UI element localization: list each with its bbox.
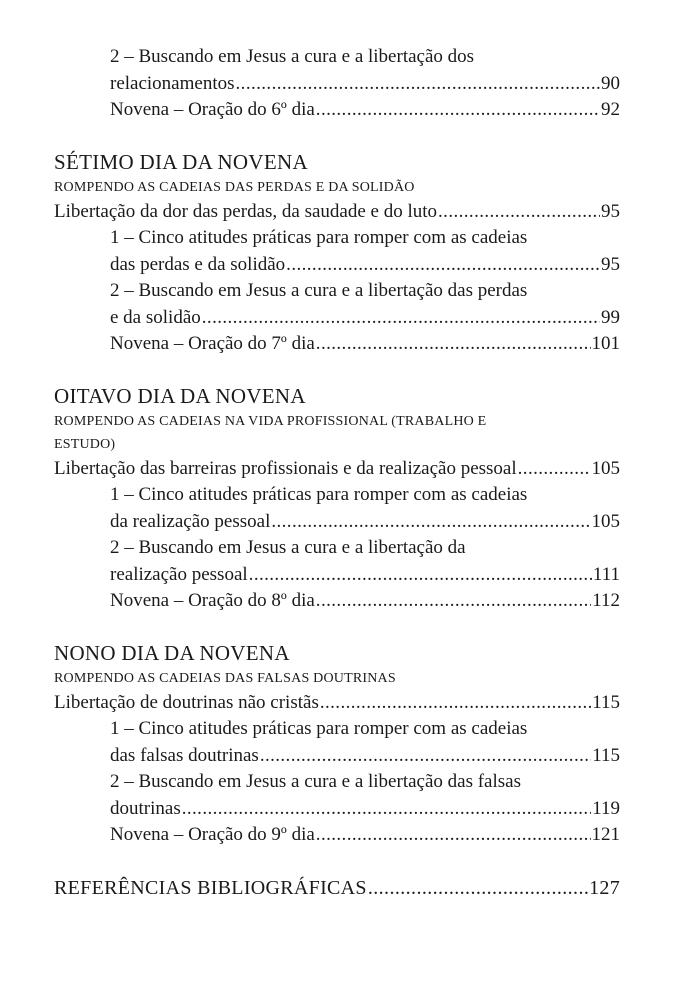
dot-leader: [438, 199, 600, 226]
toc-entry-item2[interactable]: [54, 535, 620, 588]
toc-entry-text: 2 – Buscando em Jesus a cura e a libertação das perdas: [110, 280, 528, 301]
toc-entry-text: da realização pessoal: [110, 510, 271, 532]
toc-section-day8: [54, 382, 620, 615]
toc-entry-text: 1 – Cinco atitudes práticas para romper com as cadeias: [110, 227, 528, 248]
toc-entry-text: 1 – Cinco atitudes práticas para romper com as cadeias: [110, 484, 528, 505]
dot-leader: [286, 252, 600, 279]
dot-leader: [316, 588, 591, 615]
page-number: 95: [601, 200, 620, 222]
dot-leader: [249, 562, 592, 589]
page-number: 115: [592, 744, 620, 766]
toc-entry-main[interactable]: [54, 456, 620, 483]
toc-entry-item2[interactable]: [54, 278, 620, 331]
page-number: 95: [601, 253, 620, 275]
toc-entry-text: Novena – Oração do 8º dia: [110, 590, 315, 611]
toc-entry-text: Novena – Oração do 7º dia: [110, 333, 315, 354]
dot-leader: [202, 305, 600, 332]
dot-leader: [260, 743, 591, 770]
section-subtitle: ROMPENDO AS CADEIAS NA VIDA PROFISSIONAL (TRABALHO E: [54, 413, 487, 429]
section-subtitle-continued: ESTUDO): [54, 436, 116, 452]
page-number: 101: [591, 333, 620, 354]
dot-leader: [236, 71, 600, 98]
toc-section-day7: [54, 148, 620, 358]
dot-leader: [518, 456, 591, 483]
page-number: 105: [591, 510, 620, 532]
toc-entry-text: 2 – Buscando em Jesus a cura e a libertação dos: [110, 46, 475, 67]
page-number: 99: [601, 306, 620, 328]
dot-leader: [271, 509, 590, 536]
toc-entry-text: das perdas e da solidão: [110, 253, 286, 275]
toc-entry-main[interactable]: [54, 690, 620, 717]
toc-entry-text: Libertação de doutrinas não cristãs: [54, 691, 319, 713]
toc-entry-main[interactable]: [54, 199, 620, 226]
toc-entry-text: Libertação das barreiras profissionais e da realização pessoal: [54, 457, 517, 479]
page-number: 105: [591, 457, 620, 479]
section-subtitle: ROMPENDO AS CADEIAS DAS FALSAS DOUTRINAS: [54, 670, 396, 686]
toc-entry-prayer[interactable]: [54, 822, 620, 849]
dot-leader: [316, 822, 591, 849]
toc-entry-text: relacionamentos: [110, 72, 235, 94]
section-title: OITAVO DIA DA NOVENA: [54, 383, 306, 408]
page-number: 92: [601, 99, 620, 120]
toc-section-day9: [54, 639, 620, 849]
page-number: 90: [601, 72, 620, 94]
toc-section-references: [54, 875, 620, 902]
toc-entry-text: Novena – Oração do 9º dia: [110, 824, 315, 845]
toc-entry-prayer[interactable]: [54, 588, 620, 615]
dot-leader: [182, 796, 591, 823]
toc-entry-item2[interactable]: [54, 769, 620, 822]
toc-entry-prayer[interactable]: [54, 331, 620, 358]
toc-entry-references[interactable]: [54, 875, 620, 902]
dot-leader: [316, 97, 600, 124]
toc-entry-text: REFERÊNCIAS BIBLIOGRÁFICAS: [54, 876, 367, 899]
section-title: NONO DIA DA NOVENA: [54, 640, 290, 665]
page-number: 127: [589, 876, 620, 899]
toc-entry-item1[interactable]: [54, 482, 620, 535]
toc-entry-text: e da solidão: [110, 306, 201, 328]
toc-entry-text: Novena – Oração do 6º dia: [110, 99, 315, 120]
page-number: 115: [592, 691, 620, 713]
toc-entry-text: Libertação da dor das perdas, da saudade e do luto: [54, 200, 438, 222]
toc-entry-text: realização pessoal: [110, 563, 248, 585]
toc-entry-day6-prayer[interactable]: [54, 97, 620, 124]
toc-entry-text: 1 – Cinco atitudes práticas para romper com as cadeias: [110, 718, 528, 739]
section-title: SÉTIMO DIA DA NOVENA: [54, 149, 308, 174]
dot-leader: [368, 875, 588, 902]
page-number: 119: [592, 797, 620, 819]
toc-entry-day6-item2[interactable]: [54, 44, 620, 97]
page-number: 121: [591, 824, 620, 845]
table-of-contents: [54, 44, 620, 901]
toc-entry-text: 2 – Buscando em Jesus a cura e a libertação das falsas: [110, 771, 521, 792]
section-subtitle: ROMPENDO AS CADEIAS DAS PERDAS E DA SOLIDÃO: [54, 179, 415, 195]
page-number: 112: [592, 590, 620, 611]
page-number: 111: [592, 563, 620, 585]
toc-entry-item1[interactable]: [54, 716, 620, 769]
dot-leader: [320, 690, 591, 717]
toc-entry-text: 2 – Buscando em Jesus a cura e a libertação da: [110, 537, 466, 558]
toc-entry-item1[interactable]: [54, 225, 620, 278]
toc-entry-text: das falsas doutrinas: [110, 744, 259, 766]
dot-leader: [316, 331, 591, 358]
toc-entry-text: doutrinas: [110, 797, 181, 819]
